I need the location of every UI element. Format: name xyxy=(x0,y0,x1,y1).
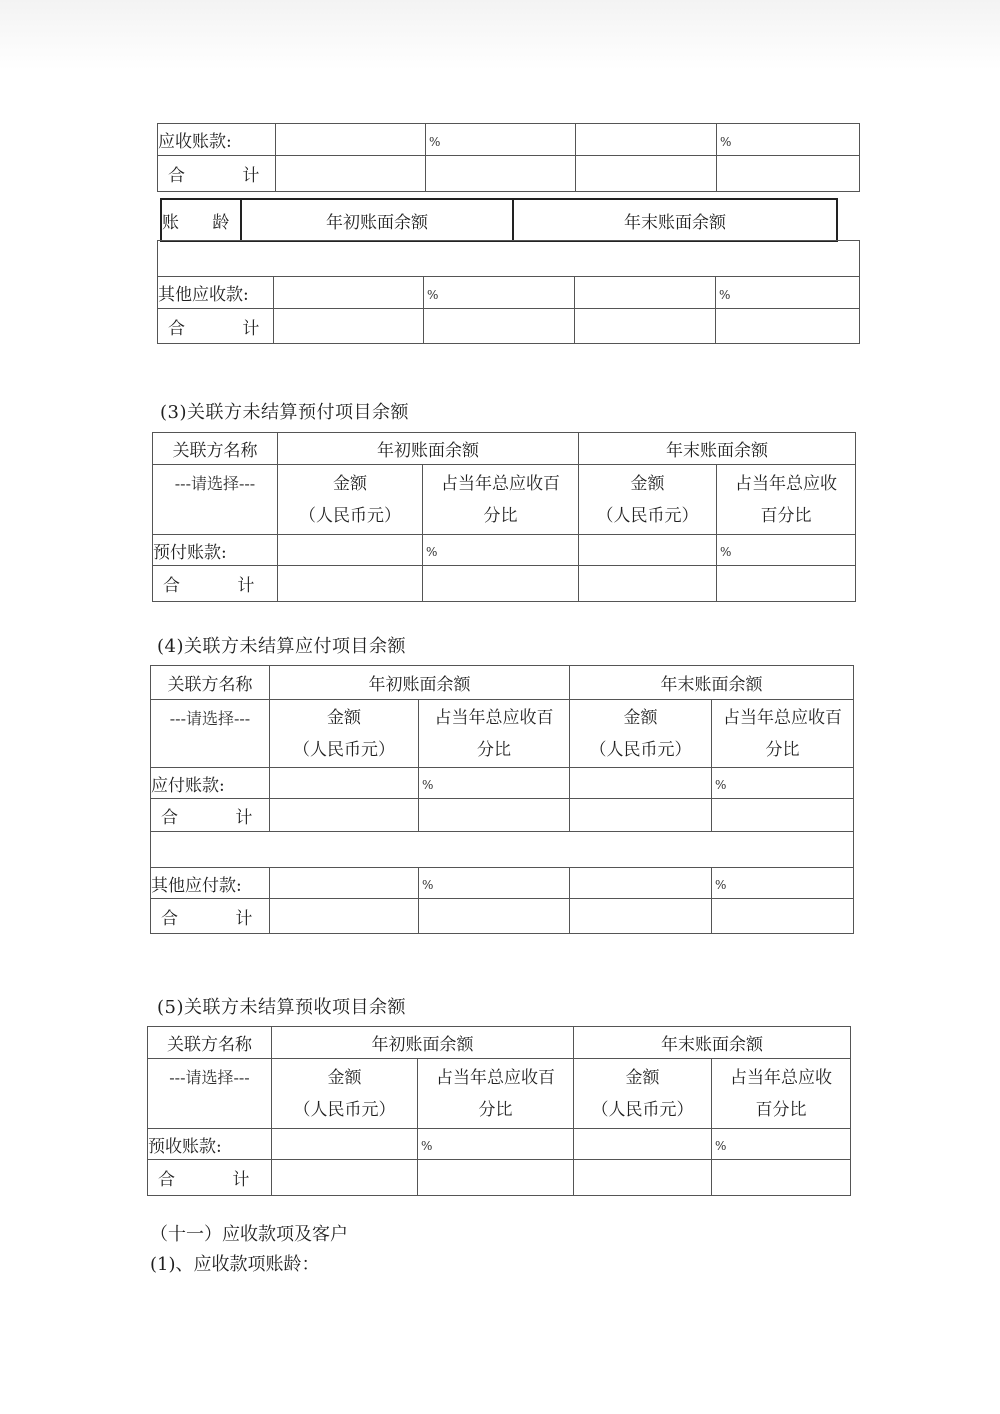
amount-header: 金额 xyxy=(333,473,367,494)
percent-header: 占当年总应收百 xyxy=(436,1067,555,1088)
percent-header: 占当年总应收 xyxy=(730,1067,832,1088)
table-row xyxy=(151,799,854,832)
cell xyxy=(576,124,717,156)
scan-shadow xyxy=(0,0,1000,70)
section-4-title: (4)关联方未结算应付项目余额 xyxy=(157,636,406,657)
percent-mark: % xyxy=(426,545,438,559)
percent-header: 占当年总应收百 xyxy=(723,707,842,728)
amount-header: 金额 xyxy=(630,473,665,494)
currency-note: （人民币元） xyxy=(589,739,692,760)
prepaid-table xyxy=(152,432,856,602)
table-row xyxy=(148,1129,851,1160)
blank-row xyxy=(151,832,854,868)
currency-note: （人民币元） xyxy=(596,505,699,526)
row-label: 其他应收款: xyxy=(158,277,274,309)
amount-header: 金额 xyxy=(623,707,658,728)
row-label: 应付账款: xyxy=(151,768,270,799)
opening-balance-header: 年初账面余额 xyxy=(272,1027,574,1059)
table-row xyxy=(158,277,860,309)
row-label: 预收账款: xyxy=(148,1129,272,1160)
section-11-heading: （十一）应收款项及客户 xyxy=(150,1224,348,1245)
percent-header-cont: 分比 xyxy=(483,505,518,526)
payable-table xyxy=(150,665,854,934)
table-row xyxy=(153,566,856,602)
related-party-select[interactable]: ---请选择--- xyxy=(169,1068,250,1087)
percent-mark: % xyxy=(421,1139,433,1153)
percent-header-cont: 分比 xyxy=(478,1099,513,1120)
currency-note: （人民币元） xyxy=(293,1099,396,1120)
aging-label: 账 龄 xyxy=(162,212,244,233)
percent-header-cont: 百分比 xyxy=(760,505,812,526)
table-row xyxy=(148,1160,851,1196)
table-row xyxy=(153,535,856,566)
section-3-title: (3)关联方未结算预付项目余额 xyxy=(160,402,409,423)
section-11-subheading: (1)、应收款项账龄： xyxy=(150,1254,320,1275)
aging-header-table xyxy=(160,198,838,242)
percent-mark: % xyxy=(720,134,732,149)
total-label: 合 计 xyxy=(161,908,279,929)
percent-mark: % xyxy=(715,878,727,892)
opening-balance-header: 年初账面余额 xyxy=(278,433,579,465)
percent-header: 占当年总应收百 xyxy=(434,707,554,728)
blank-row xyxy=(158,241,860,277)
closing-balance-header: 年末账面余额 xyxy=(513,199,837,241)
percent-mark: % xyxy=(715,778,727,792)
row-label: 预付账款: xyxy=(153,535,278,566)
table-row xyxy=(151,899,854,934)
total-label: 合 计 xyxy=(163,576,281,596)
table-row xyxy=(158,124,860,156)
percent-mark: % xyxy=(427,287,439,302)
total-label: 合 计 xyxy=(161,807,279,828)
other-receivable-table xyxy=(157,240,860,344)
receivable-table-top xyxy=(157,123,860,192)
percent-mark: % xyxy=(422,878,434,892)
closing-balance-header: 年末账面余额 xyxy=(574,1027,851,1059)
advance-received-table xyxy=(147,1026,851,1196)
currency-note: （人民币元） xyxy=(591,1099,694,1120)
related-party-select[interactable]: ---请选择--- xyxy=(174,474,256,493)
closing-balance-header: 年末账面余额 xyxy=(579,433,856,465)
amount-header: 金额 xyxy=(327,1067,362,1088)
percent-header-cont: 分比 xyxy=(765,739,800,760)
related-party-select[interactable]: ---请选择--- xyxy=(169,709,251,728)
section-5-title: (5)关联方未结算预收项目余额 xyxy=(157,997,406,1018)
amount-header: 金额 xyxy=(327,707,361,728)
total-label: 合 计 xyxy=(168,166,286,186)
percent-mark: % xyxy=(422,778,434,792)
percent-header: 占当年总应收百 xyxy=(441,473,560,494)
table-row xyxy=(158,156,860,192)
total-label: 合 计 xyxy=(168,318,286,339)
closing-balance-header: 年末账面余额 xyxy=(570,666,854,700)
percent-mark: % xyxy=(715,1139,727,1153)
related-party-name-header: 关联方名称 xyxy=(148,1027,272,1059)
amount-header: 金额 xyxy=(625,1067,660,1088)
row-label: 其他应付款: xyxy=(151,868,270,899)
related-party-name-header: 关联方名称 xyxy=(153,433,278,465)
related-party-name-header: 关联方名称 xyxy=(151,666,270,700)
percent-header: 占当年总应收 xyxy=(735,473,837,494)
currency-note: （人民币元） xyxy=(293,739,395,760)
row-label: 应收账款: xyxy=(158,124,276,156)
percent-mark: % xyxy=(429,134,441,149)
table-row xyxy=(151,868,854,899)
percent-mark: % xyxy=(720,545,732,559)
total-label: 合 计 xyxy=(158,1170,276,1190)
opening-balance-header: 年初账面余额 xyxy=(241,199,513,241)
currency-note: （人民币元） xyxy=(299,505,401,526)
table-row xyxy=(158,309,860,344)
table-row xyxy=(151,768,854,799)
percent-header-cont: 百分比 xyxy=(755,1099,807,1120)
opening-balance-header: 年初账面余额 xyxy=(270,666,570,700)
percent-header-cont: 分比 xyxy=(477,739,511,760)
percent-mark: % xyxy=(719,287,731,302)
cell xyxy=(276,124,426,156)
